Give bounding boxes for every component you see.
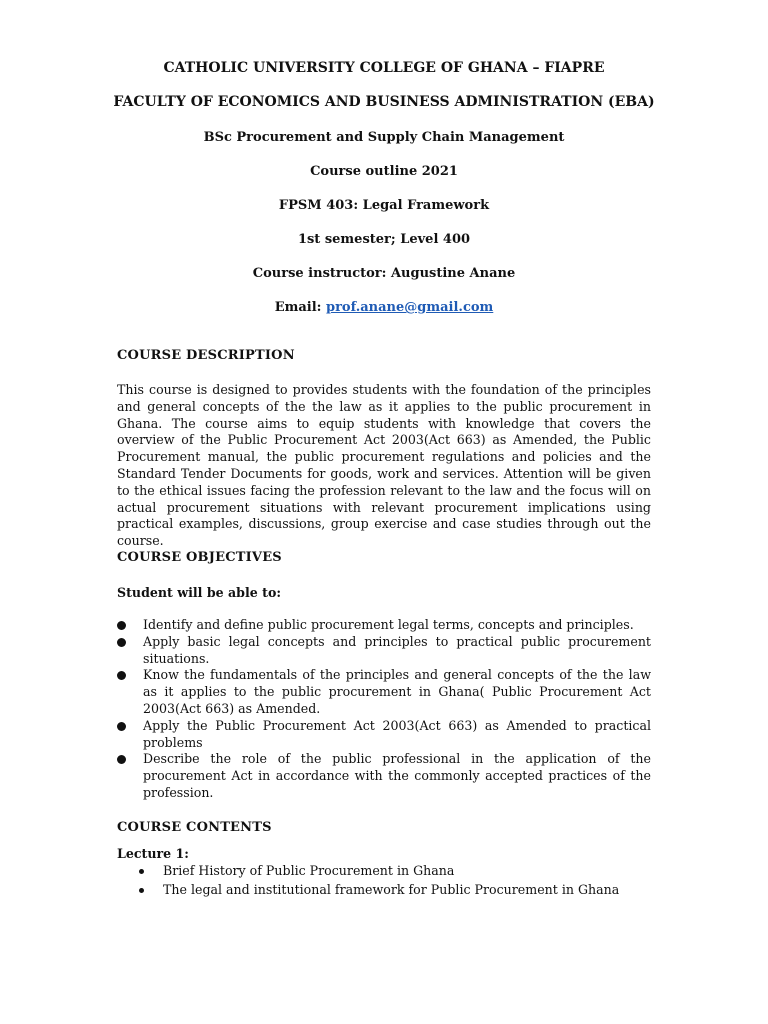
- outline-heading: Course outline 2021: [310, 164, 458, 179]
- bullet-icon: [117, 722, 126, 731]
- bullet-icon: [117, 755, 126, 764]
- email-link[interactable]: prof.anane@gmail.com: [325, 300, 494, 315]
- list-item: Identify and define public procurement legal terms, concepts and principles.: [117, 617, 651, 634]
- faculty-heading: FACULTY OF ECONOMICS AND BUSINESS ADMINISTRATION (EBA): [113, 94, 655, 110]
- instructor-heading: Course instructor: Augustine Anane: [252, 266, 516, 281]
- course-description-title: COURSE DESCRIPTION: [117, 348, 295, 363]
- objectives-lead: Student will be able to:: [117, 585, 282, 600]
- bullet-icon: [139, 869, 144, 874]
- objectives-list: [117, 617, 651, 802]
- list-item: Brief History of Public Procurement in Ghana: [117, 862, 651, 881]
- course-description-text: This course is designed to provides students with the foundation of the principles and general concepts of the the law as it applies to the public procurement in Ghana. The course aims to equip students with knowledge that covers the overview of the Public Procurement Act 2003(Act 663) as Amended, the Public Procurement manual, the public procurement regulations and policies and the Standard Tender Documents for goods, work and services. Attention will be given to the ethical issues facing the profession relevant to the law and the focus will on actual procurement situations with relevant procurement implications using practical examples, discussions, group exercise and case studies through out the course.: [117, 382, 651, 549]
- list-item: Apply basic legal concepts and principles to practical public procurement situations.: [117, 634, 651, 668]
- course-contents-title: COURSE CONTENTS: [117, 820, 272, 835]
- course-objectives-title: COURSE OBJECTIVES: [117, 550, 282, 565]
- semester-heading: 1st semester; Level 400: [297, 232, 471, 247]
- bullet-icon: [117, 671, 126, 680]
- list-item: Describe the role of the public professional in the application of the procurement Act in accordance with the commonly accepted practices of the profession.: [117, 751, 651, 801]
- institution-heading: CATHOLIC UNIVERSITY COLLEGE OF GHANA – FIAPRE: [163, 60, 605, 76]
- email-line: [0, 299, 768, 316]
- bullet-icon: [117, 621, 126, 630]
- email-label: Email:: [274, 300, 322, 315]
- list-item: Know the fundamentals of the principles and general concepts of the the law as it applies to the public procurement in Ghana( Public Procurement Act 2003(Act 663) as Amended.: [117, 667, 651, 717]
- list-item: Apply the Public Procurement Act 2003(Act 663) as Amended to practical problems: [117, 718, 651, 752]
- bullet-icon: [139, 888, 144, 893]
- lecture-1-label: Lecture 1:: [117, 846, 189, 861]
- programme-heading: BSc Procurement and Supply Chain Management: [203, 130, 565, 145]
- lecture-1-list: [117, 862, 651, 899]
- bullet-icon: [117, 638, 126, 647]
- course-code-heading: FPSM 403: Legal Framework: [278, 198, 490, 213]
- list-item: The legal and institutional framework for Public Procurement in Ghana: [117, 881, 651, 900]
